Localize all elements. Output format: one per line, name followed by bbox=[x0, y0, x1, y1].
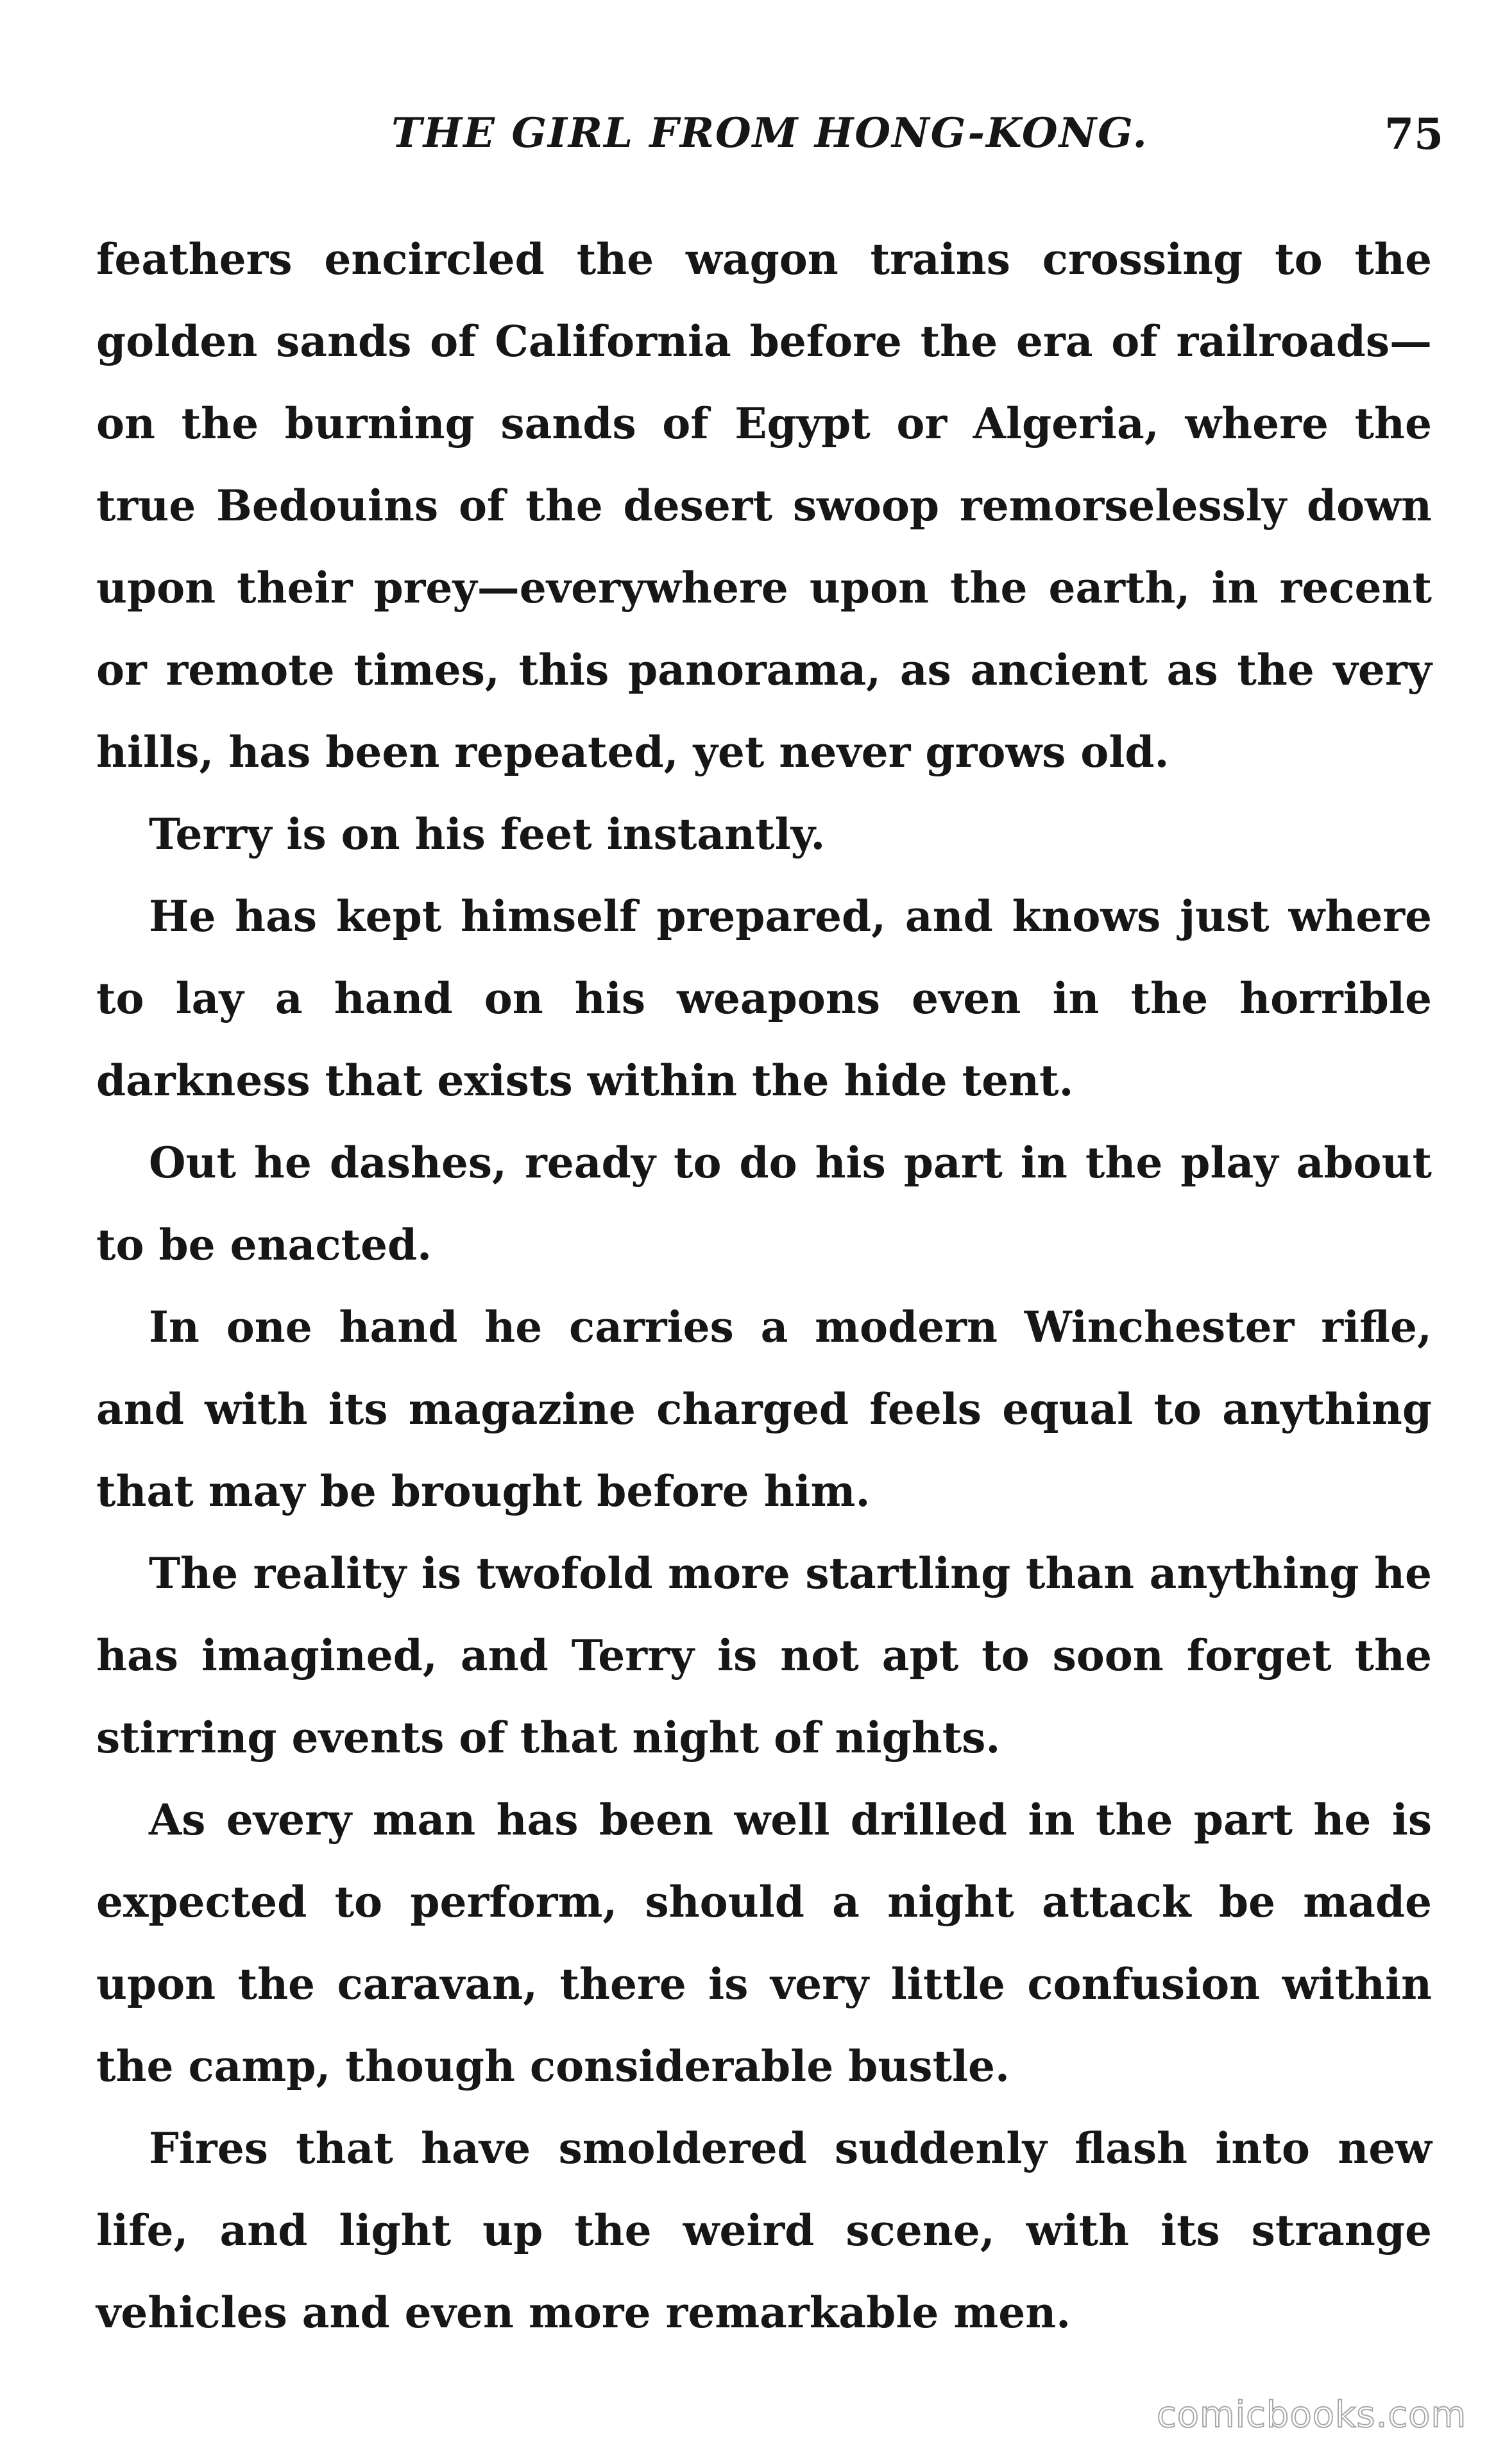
paragraph: feathers encircled the wagon trains crossing to the golden sands of California before the era of railroads—on the burning sands of Egypt or Algeria, where the true Bedouins of the desert swoop remorselessly down upon their prey—everywhere upon the earth, in recent or remote times, this panorama, as ancient as the very hills, has been repeated, yet never grows old. bbox=[96, 234, 1432, 777]
paragraph: The reality is twofold more startling than anything he has imagined, and Terry is not apt to soon forget the stirring events of that night of nights. bbox=[96, 1548, 1432, 1763]
paragraph: In one hand he carries a modern Winchester rifle, and with its magazine charged feels equal to anything that may be brought before him. bbox=[96, 1302, 1432, 1516]
paragraph: Terry is on his feet instantly. bbox=[149, 809, 826, 859]
running-title: THE GIRL FROM HONG-KONG. bbox=[391, 109, 1148, 157]
page-number: 75 bbox=[1384, 109, 1443, 159]
page-header bbox=[96, 109, 1443, 180]
body-text bbox=[96, 218, 1432, 2354]
watermark: comicbooks.com bbox=[1156, 2394, 1467, 2436]
paragraph: Out he dashes, ready to do his part in the play about to be enacted. bbox=[96, 1138, 1432, 1270]
paragraph: As every man has been well drilled in the part he is expected to perform, should a night attack be made upon the caravan, there is very little confusion within the camp, though considerable bustle. bbox=[96, 1795, 1432, 2091]
paragraph: He has kept himself prepared, and knows just where to lay a hand on his weapons even in the horrible darkness that exists within the hide tent. bbox=[96, 891, 1432, 1106]
paragraph: Fires that have smoldered suddenly flash into new life, and light up the weird scene, with its strange vehicles and even more remarkable men. bbox=[96, 2123, 1432, 2338]
